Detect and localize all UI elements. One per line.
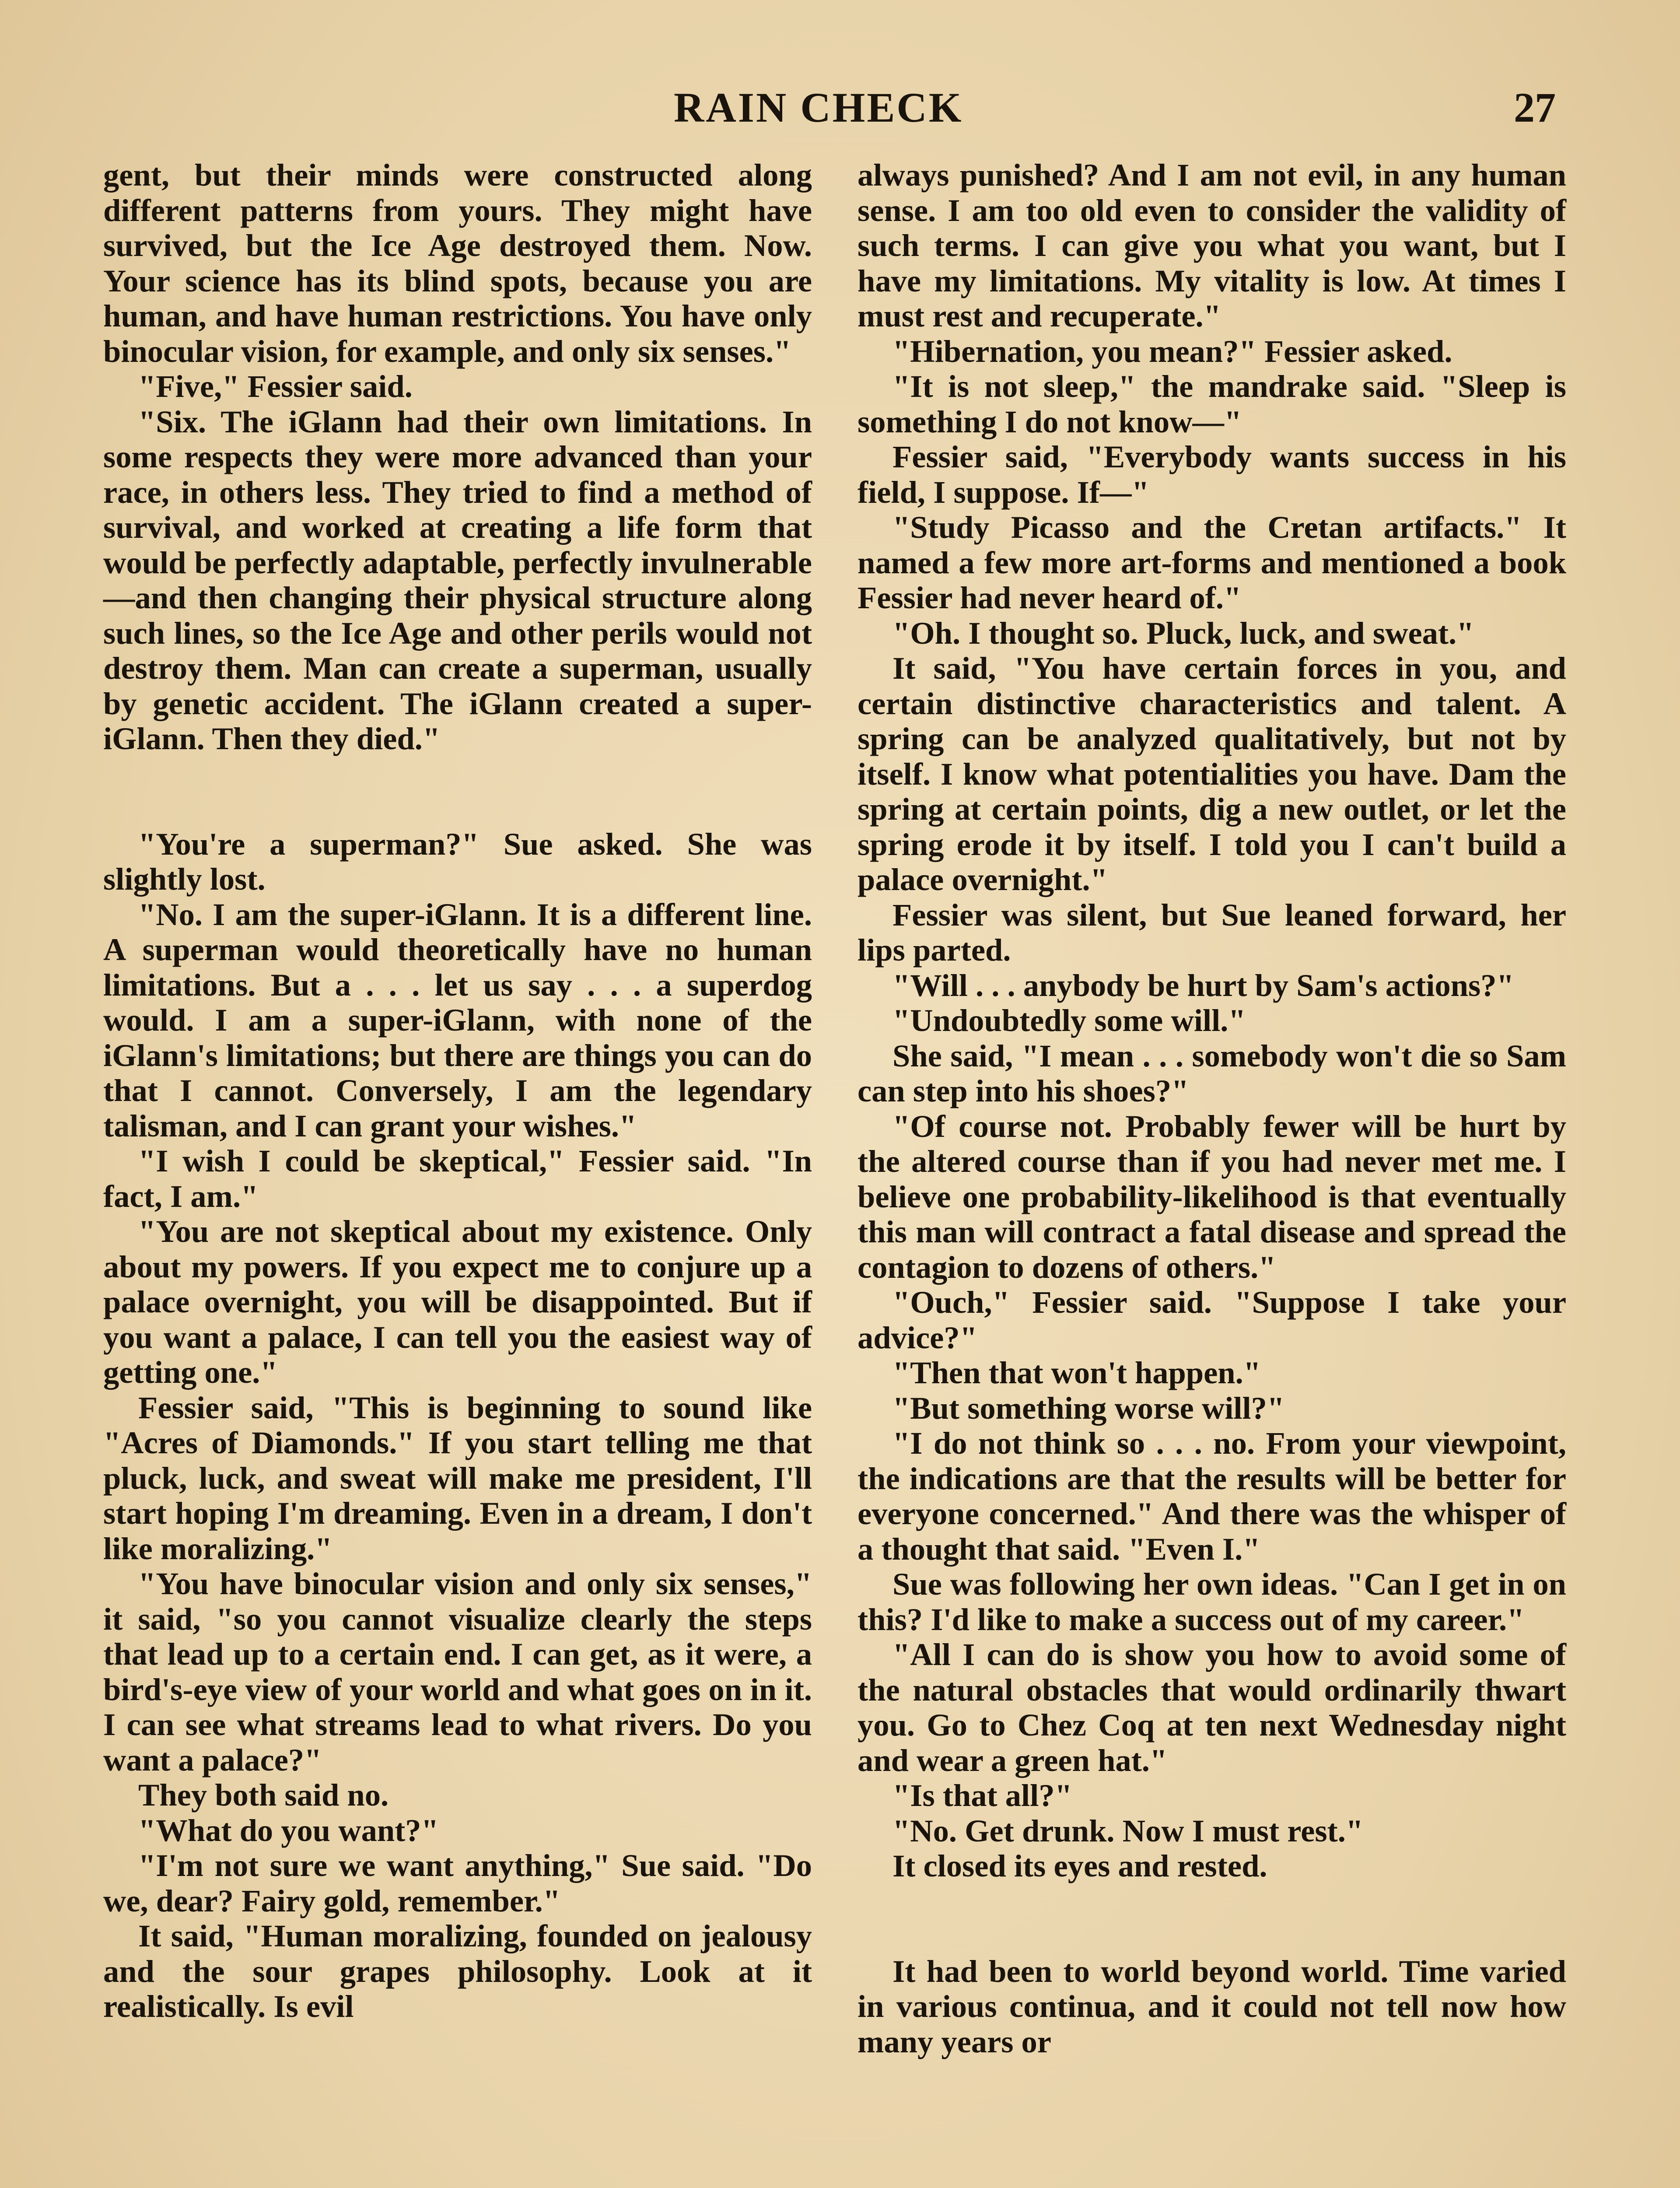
paragraph: "Is that all?" [892, 1778, 1072, 1813]
right-column [858, 158, 1566, 2059]
paragraph: "I'm not sure we want anything," Sue said. "Do we, dear? Fairy gold, remember." [103, 1848, 812, 1918]
paragraph: It had been to world beyond world. Time varied in various continua, and it could not tell now how many years or [858, 1953, 1566, 2059]
paragraph: "Five," Fessier said. [138, 368, 413, 404]
paragraph: "But something worse will?" [892, 1390, 1285, 1426]
paragraph: "I do not think so . . . no. From your viewpoint, the indications are that the results will be better for everyone concerned." And there was the whisper of a thought that said. "Even I." [858, 1425, 1566, 1567]
paragraph: "Study Picasso and the Cretan artifacts." It named a few more art-forms and mentioned a book Fessier had never heard of." [858, 509, 1566, 615]
paragraph: It said, "Human moralizing, founded on jealousy and the sour grapes philosophy. Look at it realistically. Is evil [103, 1918, 812, 2024]
paragraph: Fessier said, "Everybody wants success in his field, I suppose. If—" [858, 439, 1566, 510]
paragraph: Sue was following her own ideas. "Can I get in on this? I'd like to make a success out of my career." [858, 1566, 1566, 1637]
paragraph: "Hibernation, you mean?" Fessier asked. [892, 333, 1452, 369]
paragraph: "Of course not. Probably fewer will be hurt by the altered course than if you had never met me. I believe one probability-likelihood is that eventually this man will contract a fatal disease and spread the contagion to dozens of others." [858, 1108, 1566, 1285]
paragraph: "Undoubtedly some will." [892, 1003, 1246, 1038]
paragraph: "You have binocular vision and only six senses," it said, "so you cannot visualize clearly the steps that lead up to a certain end. I can get, as it were, a bird's-eye view of your world and what goes on in it. I can see what streams lead to what rivers. Do you want a palace?" [103, 1566, 812, 1778]
left-column [103, 158, 812, 2024]
paragraph: "You are not skeptical about my existence. Only about my powers. If you expect me to conjure up a palace overnight, you will be disappointed. But if you want a palace, I can tell you the easiest way of getting one." [103, 1213, 812, 1390]
paragraph: "Oh. I thought so. Pluck, luck, and sweat." [892, 615, 1474, 651]
paragraph: "No. Get drunk. Now I must rest." [892, 1813, 1364, 1848]
paragraph: It said, "You have certain forces in you, and certain distinctive characteristics and talent. A spring can be analyzed qualitatively, but not by itself. I know what potentialities you have. Dam the spring at certain points, dig a new outlet, or let the spring erode it by itself. I told you I can't build a palace overnight." [858, 650, 1566, 897]
paragraph: always punished? And I am not evil, in any human sense. I am too old even to consider the validity of such terms. I can give you what you want, but I have my limitations. My vitality is low. At times I must rest and recuperate." [858, 157, 1566, 333]
paragraph: "I wish I could be skeptical," Fessier said. "In fact, I am." [103, 1143, 812, 1214]
running-title: RAIN CHECK [674, 84, 963, 131]
paragraph: They both said no. [138, 1777, 389, 1813]
paragraph: gent, but their minds were constructed along different patterns from yours. They might have survived, but the Ice Age destroyed them. Now. Your science has its blind spots, because you are human, and have human restrictions. You have only binocular vision, for example, and only six senses." [103, 157, 812, 369]
paragraph: She said, "I mean . . . somebody won't die so Sam can step into his shoes?" [858, 1038, 1566, 1108]
paragraph: "Will . . . anybody be hurt by Sam's actions?" [892, 967, 1514, 1003]
paragraph: "What do you want?" [138, 1812, 439, 1848]
page-number: 27 [1514, 84, 1556, 131]
paragraph: "Ouch," Fessier said. "Suppose I take your advice?" [858, 1284, 1566, 1355]
paragraph: "No. I am the super-iGlann. It is a different line. A superman would theoretically have no human limitations. But a . . . let us say . . . a superdog would. I am a super-iGlann, with none of the iGlann's limitations; but there are things you can do that I cannot. Conversely, I am the legendary talisman, and I can grant your wishes." [103, 896, 812, 1143]
paragraph: "All I can do is show you how to avoid some of the natural obstacles that would ordinarily thwart you. Go to Chez Coq at ten next Wednesday night and wear a green hat." [858, 1637, 1566, 1778]
paragraph: Fessier said, "This is beginning to sound like "Acres of Diamonds." If you start telling me that pluck, luck, and sweat will make me president, I'll start hoping I'm dreaming. Even in a dream, I don't like moralizing." [103, 1389, 812, 1566]
paragraph: "Six. The iGlann had their own limitations. In some respects they were more advanced than your race, in others less. They tried to find a method of survival, and worked at creating a life form that would be perfectly adaptable, perfectly invulnerable—and then changing their physical structure along such lines, so the Ice Age and other perils would not destroy them. Man can create a superman, usually by genetic accident. The iGlann created a super-iGlann. Then they died." [103, 403, 812, 756]
paragraph: "You're a superman?" Sue asked. She was slightly lost. [103, 826, 812, 897]
page-header [0, 70, 1680, 140]
paragraph: "Then that won't happen." [892, 1355, 1261, 1390]
paragraph: Fessier was silent, but Sue leaned forward, her lips parted. [858, 897, 1566, 968]
paragraph: It closed its eyes and rested. [892, 1848, 1267, 1883]
paragraph: "It is not sleep," the mandrake said. "Sleep is something I do not know—" [858, 368, 1566, 439]
